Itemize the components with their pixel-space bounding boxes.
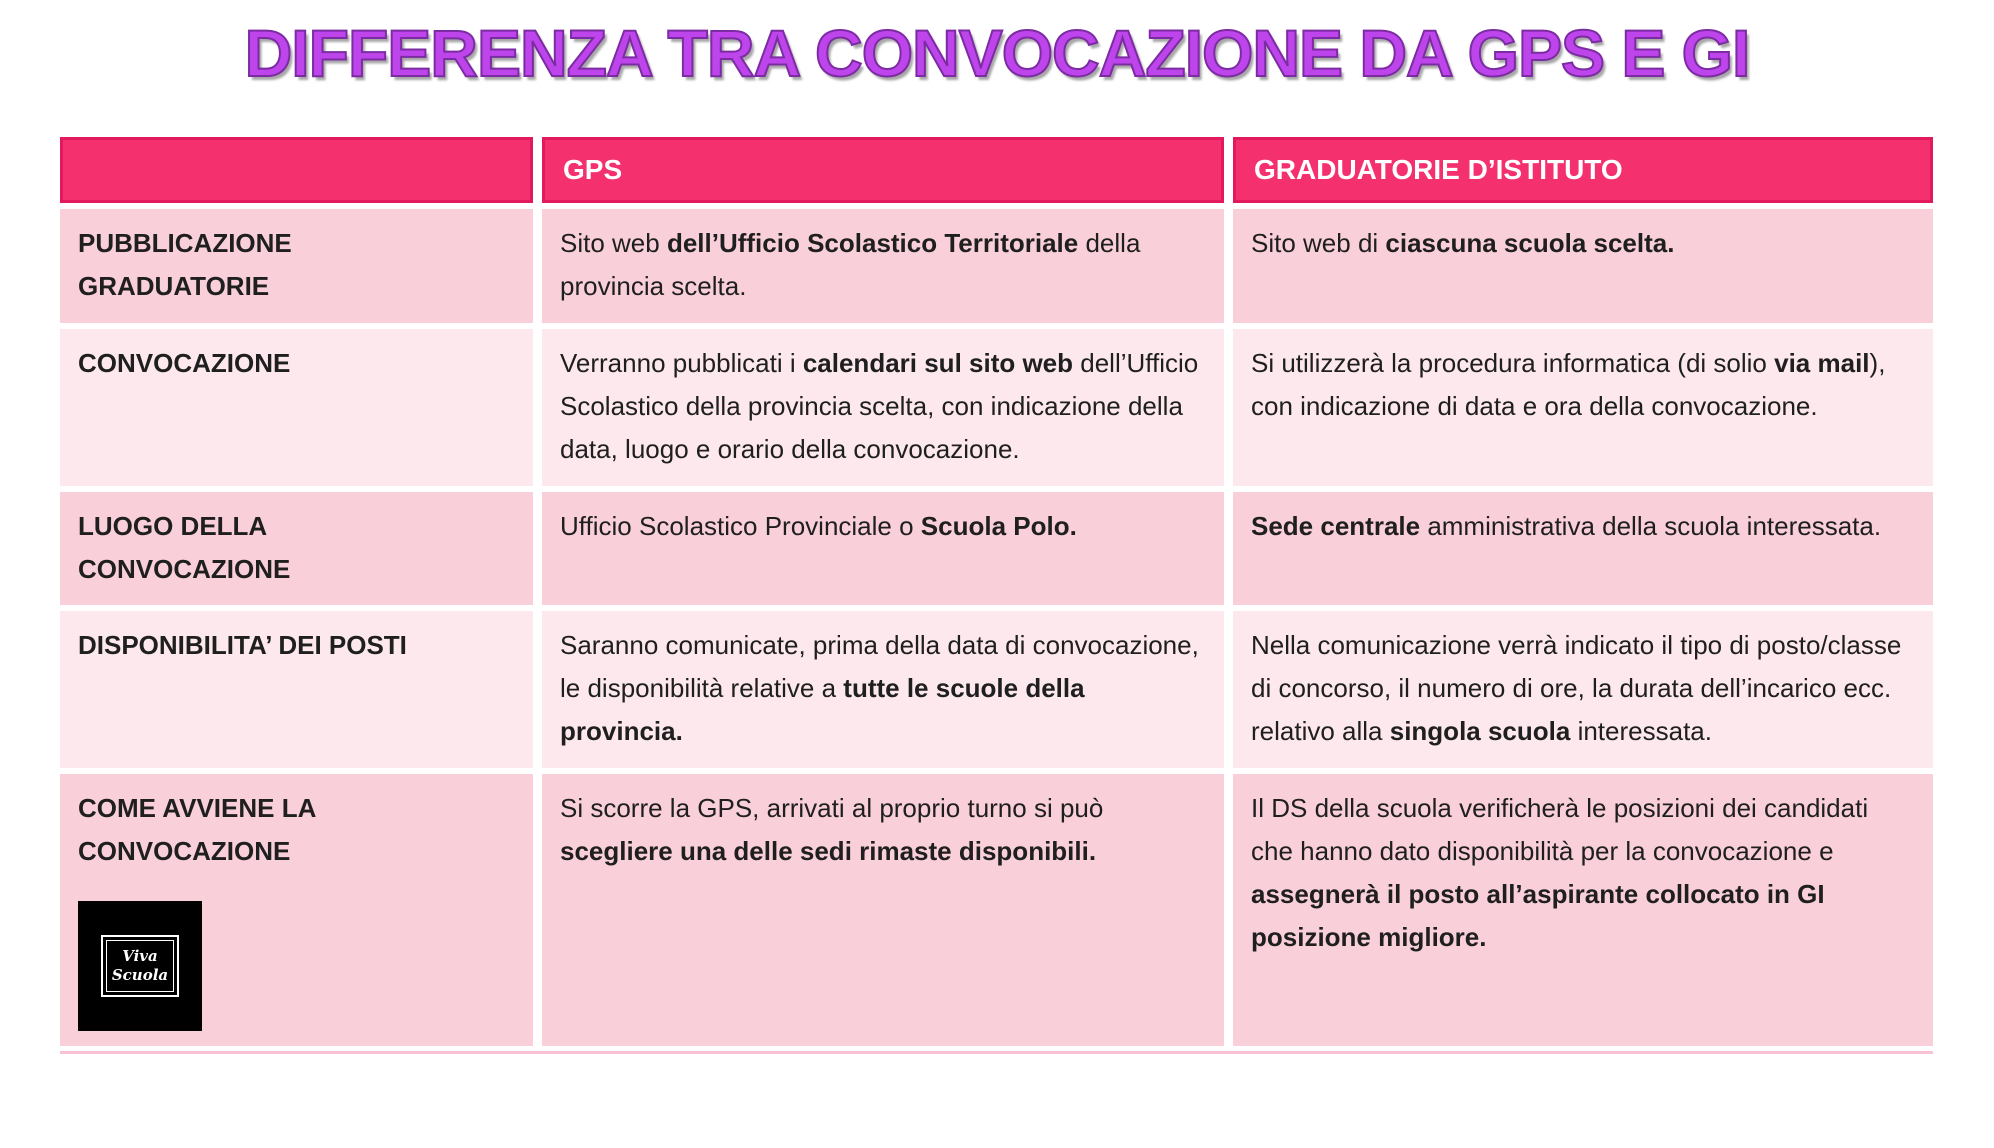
table-row [60,492,1933,606]
header-cell-graduatorie-istituto: GRADUATORIE D’ISTITUTO [1233,137,1933,203]
row-label-disponibilita-posti: DISPONIBILITA’ DEI POSTI [60,611,533,768]
table-row [60,329,1933,486]
row-label-luogo-convocazione: LUOGO DELLA CONVOCAZIONE [60,492,533,606]
logo-line2: Scuola [111,965,169,984]
gps-cell: Si scorre la GPS, arrivati al proprio turno si può scegliere una delle sedi rimaste disponibili. [542,774,1224,1046]
gps-cell: Sito web dell’Ufficio Scolastico Territoriale della provincia scelta. [542,209,1224,323]
row-label-convocazione: CONVOCAZIONE [60,329,533,486]
table-bottom-border [60,1051,1933,1054]
logo-line1: Viva [122,947,158,966]
gi-cell: Si utilizzerà la procedura informatica (di solio via mail), con indicazione di data e ora della convocazione. [1233,329,1933,486]
gi-cell: Sede centrale amministrativa della scuola interessata. [1233,492,1933,606]
gi-cell: Sito web di ciascuna scuola scelta. [1233,209,1933,323]
viva-scuola-logo [78,901,202,1031]
gps-cell: Ufficio Scolastico Provinciale o Scuola Polo. [542,492,1224,606]
logo-text [109,947,171,985]
row-label-come-avviene-convocazione [60,774,533,1046]
gps-cell: Saranno comunicate, prima della data di convocazione, le disponibilità relative a tutte le scuole della provincia. [542,611,1224,768]
page-title: DIFFERENZA TRA CONVOCAZIONE DA GPS E GI [244,16,1750,90]
table-header-row [60,137,1933,203]
row-label-pubblicazione-graduatorie: PUBBLICAZIONE GRADUATORIE [60,209,533,323]
row-label-text: COME AVVIENE LA CONVOCAZIONE [78,793,316,866]
gi-cell: Il DS della scuola verificherà le posizioni dei candidati che hanno dato disponibilità per la convocazione e assegnerà il posto all’aspirante collocato in GI posizione migliore. [1233,774,1933,1046]
table-row [60,209,1933,323]
logo-frame [101,935,179,997]
header-cell-empty [60,137,533,203]
header-cell-gps: GPS [542,137,1224,203]
table-row [60,774,1933,1046]
gps-cell: Verranno pubblicati i calendari sul sito web dell’Ufficio Scolastico della provincia scelta, con indicazione della data, luogo e orario della convocazione. [542,329,1224,486]
logo-frame-inner [106,940,174,992]
gi-cell: Nella comunicazione verrà indicato il tipo di posto/classe di concorso, il numero di ore, la durata dell’incarico ecc. relativo alla singola scuola interessata. [1233,611,1933,768]
comparison-table [60,137,1933,1054]
table-row [60,611,1933,768]
